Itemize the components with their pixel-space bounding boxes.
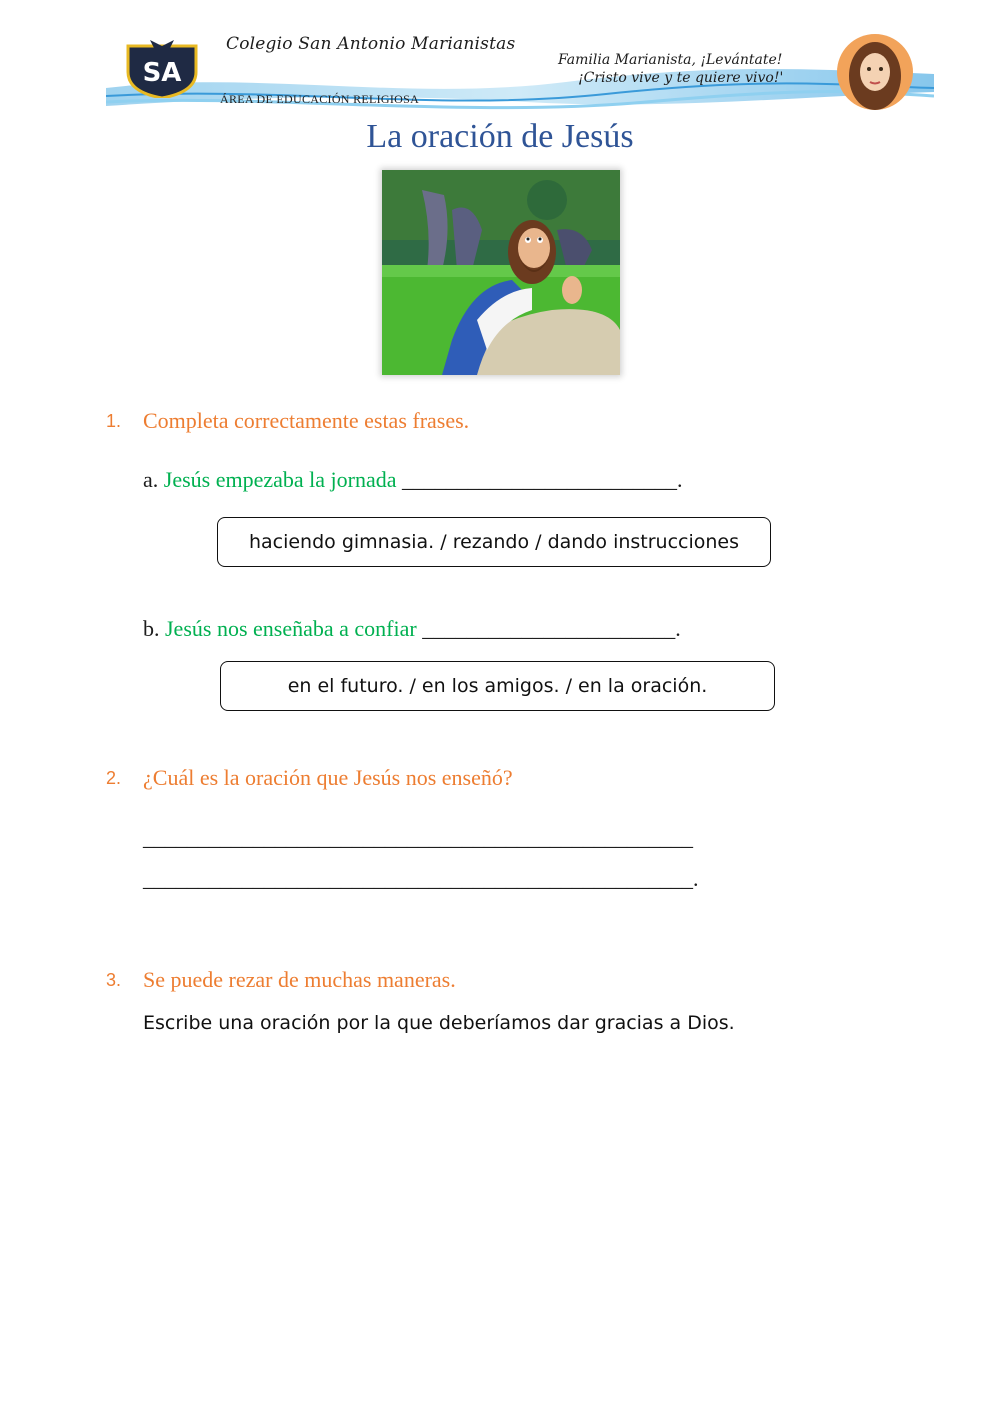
school-name: Colegio San Antonio Marianistas [226,34,516,54]
motto-line-2: ¡Cristo vive y te quiere vivo!' [578,70,784,86]
logo-text: SA [142,58,182,88]
item-b-sentence [143,616,681,642]
item-a-label: a. [143,467,159,492]
item-b-options-box[interactable] [220,661,775,711]
item-a-blank[interactable]: _________________________. [402,467,683,492]
answer-line-1[interactable]: __________________________________________________ [143,825,693,850]
school-logo [120,36,204,98]
question-3-instruction: Escribe una oración por la que deberíamos dar gracias a Dios. [143,1012,735,1034]
question-3-text: Se puede rezar de muchas maneras. [143,967,456,992]
item-a-text: Jesús empezaba la jornada [163,467,397,492]
virgin-mary-portrait [830,32,920,112]
item-b-text: Jesús nos enseñaba a confiar [165,616,417,641]
jesus-praying-illustration [382,170,620,375]
question-2-text: ¿Cuál es la oración que Jesús nos enseñó? [143,765,513,790]
header-banner [106,30,934,116]
question-2-number: 2. [106,768,122,788]
page-title: La oración de Jesús [366,118,634,155]
motto-line-1: Familia Marianista, ¡Levántate! [558,52,783,68]
item-b-options: en el futuro. / en los amigos. / en la oración. [287,675,708,697]
item-a-options-box[interactable] [217,517,771,567]
item-a-sentence [143,467,683,493]
answer-line-2[interactable]: __________________________________________________. [143,866,699,891]
item-b-blank[interactable]: _______________________. [422,616,681,641]
question-1-text: Completa correctamente estas frases. [143,408,470,433]
question-1-number: 1. [106,411,122,431]
question-3-number: 3. [106,970,122,990]
area-name: ÁREA DE EDUCACIÓN RELIGIOSA [220,92,420,106]
item-b-label: b. [143,616,160,641]
item-a-options: haciendo gimnasia. / rezando / dando instrucciones [248,531,740,553]
